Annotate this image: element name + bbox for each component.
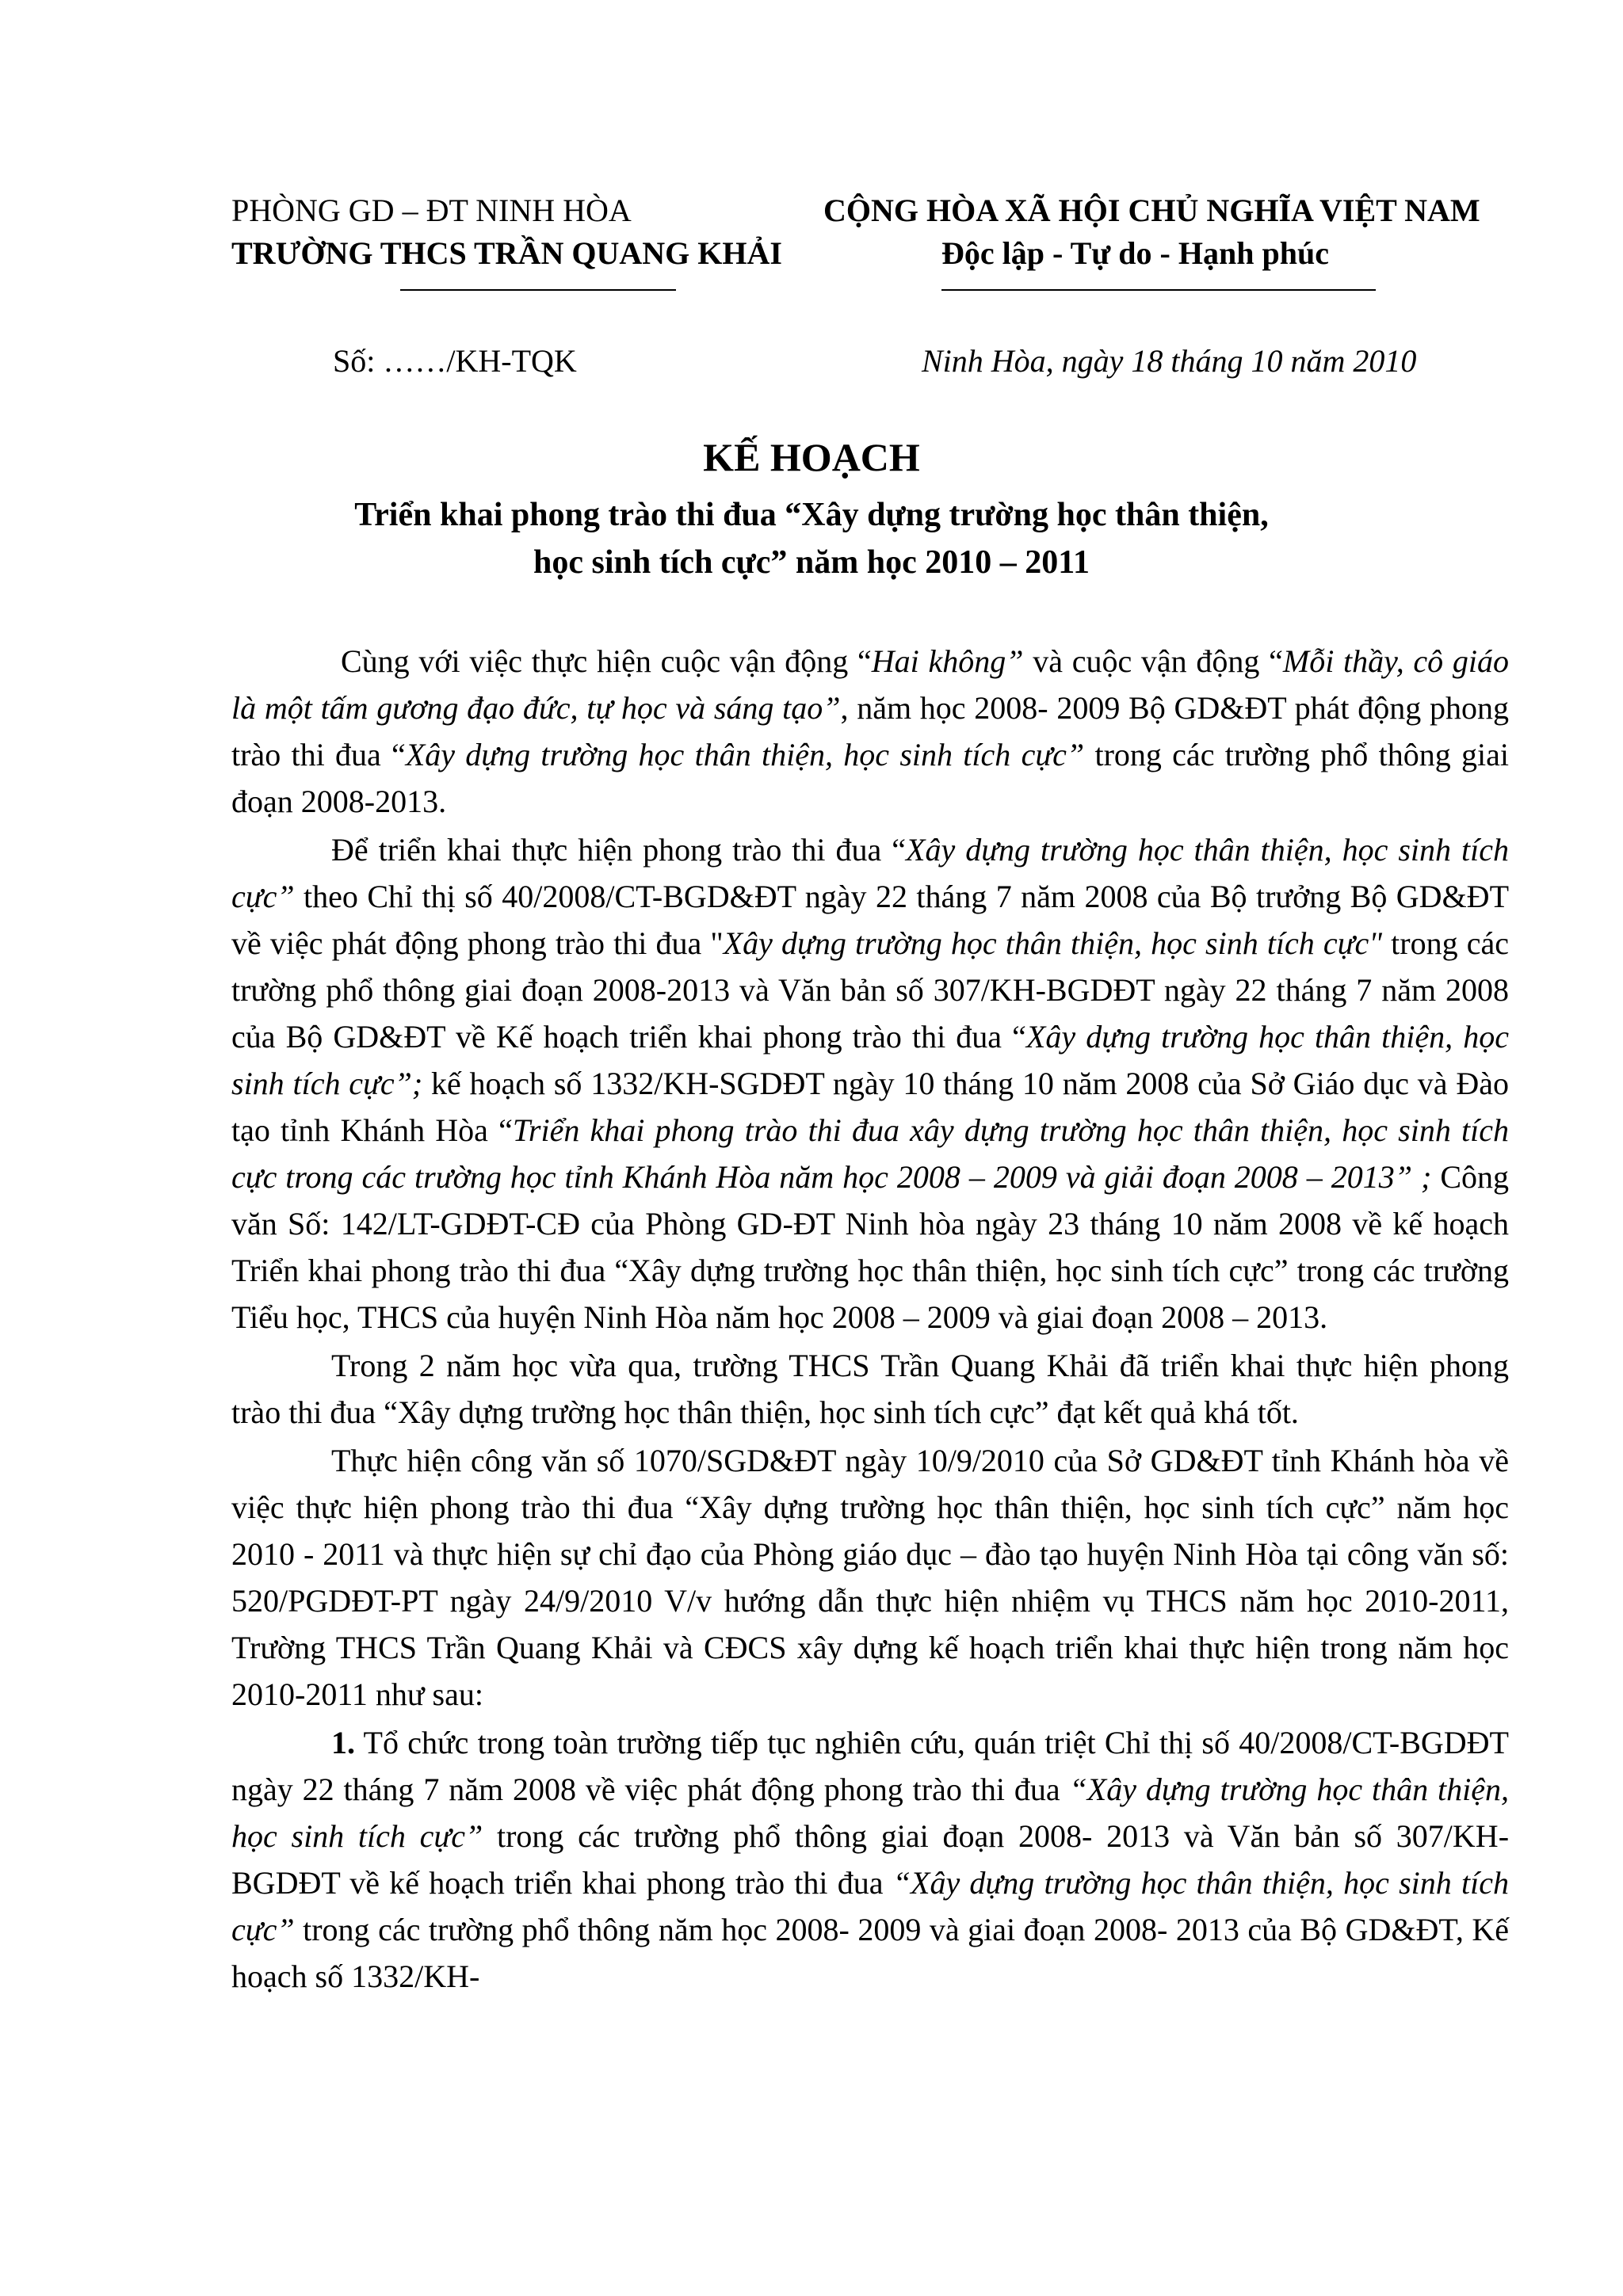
paragraph-1	[231, 638, 1509, 825]
p1-text-g: trong các trường phổ thông giai đoạn 2008-2013.	[231, 737, 1509, 819]
p1-italic-d: Mỗi thầy, cô giáo là một tấm gương đạo đức, tự học và sáng tạo”	[231, 643, 1509, 726]
p1-text-a: Cùng với việc thực hiện cuộc vận động “	[341, 643, 872, 679]
national-title: CỘNG HÒA XÃ HỘI CHỦ NGHĨA VIỆT NAM	[823, 193, 1480, 228]
document-number: Số: ……/KH-TQK	[333, 343, 577, 379]
right-header-underline	[941, 289, 1376, 291]
paragraph-3: Trong 2 năm học vừa qua, trường THCS Trần Quang Khải đã triển khai thực hiện phong trào thi đua “Xây dựng trường học thân thiện, học sinh tích cực” đạt kết quả khá tốt.	[231, 1348, 1509, 1430]
p5-item-number: 1.	[331, 1725, 355, 1760]
p2-text-i: Công văn Số: 142/LT-GDĐT-CĐ của Phòng GD-ĐT Ninh hòa ngày 23 tháng 10 năm 2008 về kế hoạch Triển khai phong trào thi đua “Xây dựng trường học thân thiện, học sinh tích cực” trong các trường Tiểu học, THCS của huyện Ninh Hòa năm học 2008 – 2009 và giai đoạn 2008 – 2013.	[231, 1159, 1509, 1335]
left-header-underline	[400, 289, 676, 291]
p1-italic-f: Xây dựng trường học thân thiện, học sinh tích cực”	[405, 737, 1085, 772]
p1-text-e: , năm học 2008- 2009 Bộ GD&ĐT phát động phong trào thi đua “	[231, 690, 1509, 772]
p5-text-e: trong các trường phổ thông năm học 2008- 2009 và giai đoạn 2008- 2013 của Bộ GD&ĐT, Kế hoạch số 1332/KH-	[231, 1912, 1509, 1994]
p2-text-c: theo Chỉ thị số 40/2008/CT-BGD&ĐT ngày 22 tháng 7 năm 2008 của Bộ trưởng Bộ GD&ĐT về việc phát động phong trào thi đua "	[231, 879, 1509, 961]
p5-text-a: Tổ chức trong toàn trường tiếp tục nghiên cứu, quán triệt Chỉ thị số 40/2008/CT-BGDĐT ngày 22 tháng 7 năm 2008 về việc phát động phong trào thi đua	[231, 1725, 1509, 1807]
p2-text-g: kế hoạch số 1332/KH-SGDĐT ngày 10 tháng 10 năm 2008 của Sở Giáo dục và Đào tạo tỉnh Khánh Hòa “	[231, 1066, 1509, 1148]
p2-italic-f: Xây dựng trường học thân thiện, học sinh tích cực”;	[231, 1019, 1509, 1101]
p2-text-e: trong các trường phổ thông giai đoạn 2008-2013 và Văn bản số 307/KH-BGDĐT ngày 22 tháng 7 năm 2008 của Bộ GD&ĐT về Kế hoạch triển khai phong trào thi đua “	[231, 925, 1509, 1055]
p2-italic-b: Xây dựng trường học thân thiện, học sinh tích cực”	[231, 832, 1509, 914]
national-motto: Độc lập - Tự do - Hạnh phúc	[941, 235, 1329, 271]
document-title: KẾ HOẠCH	[703, 435, 920, 479]
p2-italic-h: Triển khai phong trào thi đua xây dựng trường học thân thiện, học sinh tích cực trong các trường học tỉnh Khánh Hòa năm học 2008 – 2009 và giải đoạn 2008 – 2013” ;	[231, 1112, 1509, 1195]
date-line: Ninh Hòa, ngày 18 tháng 10 năm 2010	[922, 343, 1417, 379]
p1-italic-b: Hai không”	[871, 643, 1024, 679]
document-body	[231, 638, 1509, 2000]
p5-italic-d: “Xây dựng trường học thân thiện, học sinh tích cực”	[231, 1865, 1510, 1947]
p2-text-a: Để triển khai thực hiện phong trào thi đua “	[331, 832, 907, 868]
paragraph-4: Thực hiện công văn số 1070/SGD&ĐT ngày 10/9/2010 của Sở GD&ĐT tỉnh Khánh hòa về việc thực hiện phong trào thi đua “Xây dựng trường học thân thiện, học sinh tích cực” năm học 2010 - 2011 và thực hiện sự chỉ đạo của Phòng giáo dục – đào tạo huyện Ninh Hòa tại công văn số: 520/PGDĐT-PT ngày 24/9/2010 V/v hướng dẫn thực hiện nhiệm vụ THCS năm học 2010-2011, Trường THCS Trần Quang Khải và CĐCS xây dựng kế hoạch triển khai thực hiện trong năm học 2010-2011 như sau:	[231, 1443, 1509, 1712]
p5-italic-b: “Xây dựng trường học thân thiện, học sinh tích cực”	[231, 1772, 1509, 1854]
school-name: TRƯỜNG THCS TRẦN QUANG KHẢI	[231, 235, 782, 271]
paragraph-5	[231, 1719, 1509, 2000]
subtitle-line-1: Triển khai phong trào thi đua “Xây dựng trường học thân thiện,	[354, 497, 1269, 533]
subtitle-line-2: học sinh tích cực” năm học 2010 – 2011	[533, 544, 1090, 581]
p5-text-c: trong các trường phổ thông giai đoạn 2008- 2013 và Văn bản số 307/KH-BGDĐT về kế hoạch triển khai phong trào thi đua	[231, 1818, 1510, 1901]
department-name: PHÒNG GD – ĐT NINH HÒA	[231, 193, 632, 228]
p1-text-c: và cuộc vận động “	[1023, 643, 1283, 679]
paragraph-2	[231, 826, 1509, 1341]
p2-italic-d: Xây dựng trường học thân thiện, học sinh tích cực"	[723, 925, 1383, 961]
